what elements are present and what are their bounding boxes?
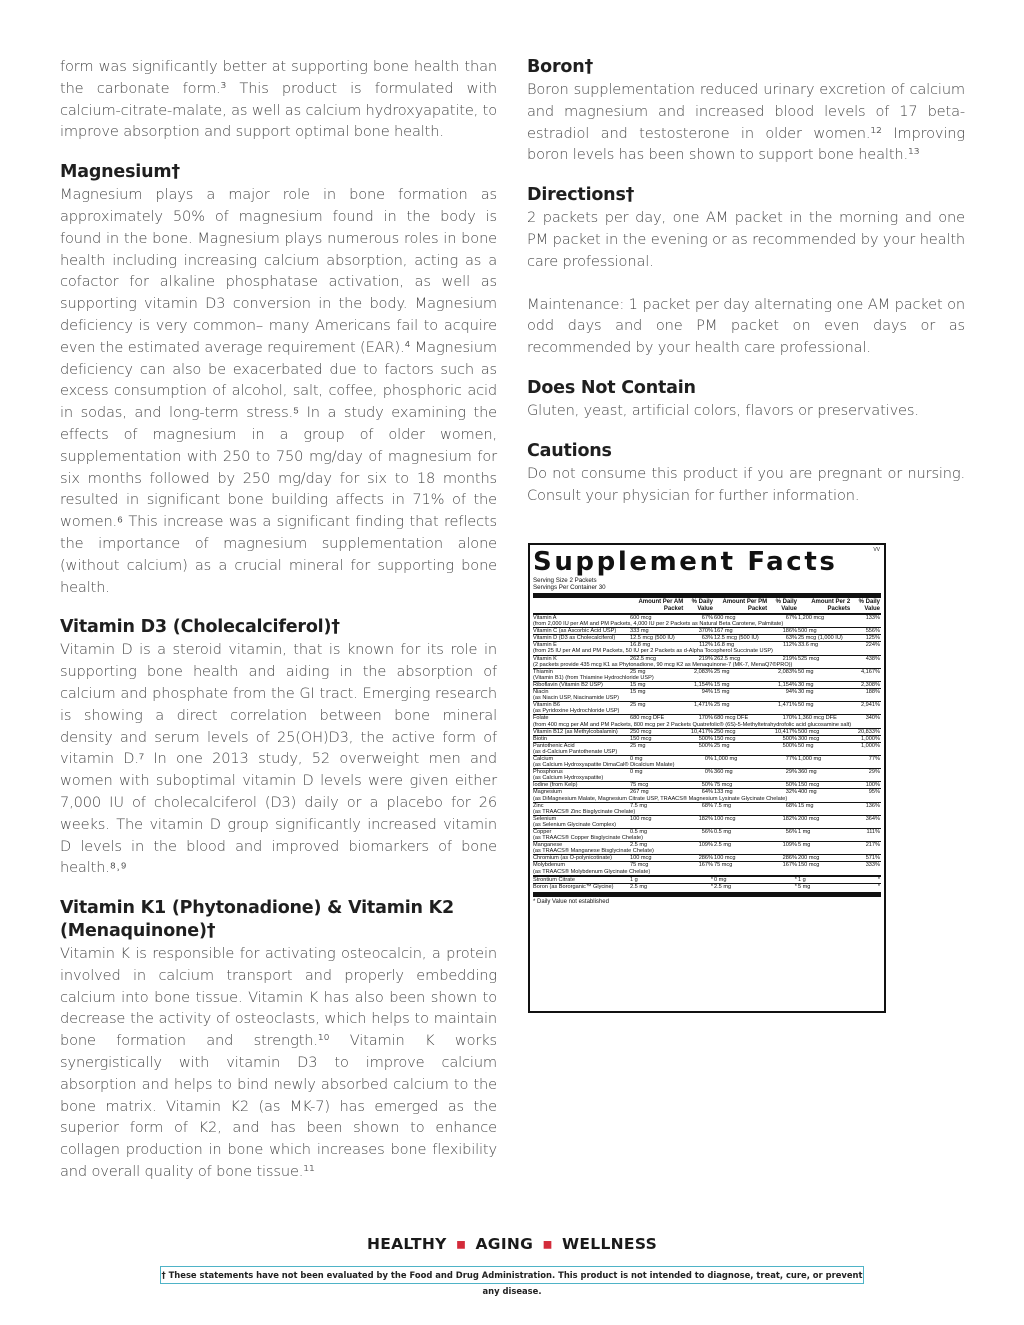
am-daily-value: 94%: [684, 689, 714, 696]
facts-row: [533, 735, 881, 742]
vitamin-k-paragraph: Vitamin K is responsible for activating osteocalcin, a protein involved in calcium transport and properly embedding calcium into bone tissue. Vitamin K has also been shown to decrease the activity of osteoclasts, which helps to maintain bone formation and strength.¹⁰ Vitamin K works synergistically with vitamin D3 to improve calcium absorption and helps to bind newly absorbed calcium to the bone matrix. Vitamin K2 (as MK-7) has emerged as the superior form of K2, and has been shown to enhance collagen production in bone which increases bone flexibility and overall quality of bone tissue.¹¹: [60, 945, 497, 1181]
does-not-contain-heading: Does Not Contain: [527, 377, 696, 398]
pm-daily-value: 1,154%: [768, 681, 798, 688]
facts-row: [533, 668, 881, 675]
facts-row-source: [533, 621, 881, 628]
am-daily-value: 112%: [684, 642, 714, 649]
pm-amount: 75 mcg: [714, 862, 768, 869]
col-header: [533, 599, 630, 614]
nutrient-name: Calcium: [533, 755, 630, 762]
cautions-heading: Cautions: [527, 440, 612, 461]
total-amount: 5 mg: [798, 883, 851, 890]
pm-daily-value: 67%: [768, 614, 798, 621]
facts-row: [533, 728, 881, 735]
pm-amount: 600 mcg: [714, 614, 768, 621]
facts-row-source: [533, 835, 881, 842]
am-daily-value: 109%: [684, 842, 714, 849]
nutrient-name: Vitamin D (D3 as Cholecalciferol): [533, 635, 630, 642]
am-daily-value: 167%: [684, 862, 714, 869]
facts-row: [533, 655, 881, 662]
am-daily-value: 64%: [684, 789, 714, 796]
fda-disclaimer: † These statements have not been evaluated by the Food and Drug Administration. This product is not intended to diagnose, treat, cure, or prevent any disease.: [160, 1266, 864, 1284]
am-daily-value: 286%: [684, 855, 714, 862]
nutrient-name: Magnesium: [533, 789, 630, 796]
am-amount: 262.5 mcg: [630, 655, 684, 662]
nutrient-name: Vitamin A: [533, 614, 630, 621]
am-amount: 600 mcg: [630, 614, 684, 621]
nutrient-source: (as Calcium Hydroxyapatite): [533, 775, 604, 782]
facts-row: [533, 802, 881, 809]
vitamin-d3-paragraph: Vitamin D is a steroid vitamin, that is known for its role in supporting bone health and aiding in the absorption of calcium and phosphate from the GI tract. Emerging research is showing a direct correlation between bone mineral density and serum levels of 25(OH)D3, the active form of vitamin D.⁷ In one 2013 study, 52 overweight men and women with suboptimal vitamin D levels were given either 7,000 IU of cholecalciferol (D3) daily or a placebo for 26 weeks. The vitamin D group significantly increased vitamin D levels in the blood and improved biomarkers of bone health.⁸˒⁹: [60, 641, 497, 877]
facts-row: [533, 702, 881, 709]
pm-daily-value: 10,417%: [768, 728, 798, 735]
total-amount: 30 mg: [798, 689, 851, 696]
am-daily-value: 182%: [684, 815, 714, 822]
nutrient-name: Vitamin E: [533, 642, 630, 649]
facts-row-source: [533, 695, 881, 702]
pm-daily-value: *: [768, 883, 798, 890]
am-amount: 75 mcg: [630, 862, 684, 869]
pm-daily-value: 286%: [768, 855, 798, 862]
total-daily-value: 136%: [851, 802, 881, 809]
total-daily-value: 571%: [851, 855, 881, 862]
facts-row-source: [533, 822, 881, 829]
total-daily-value: 224%: [851, 642, 881, 649]
total-amount: 33.6 mg: [798, 642, 851, 649]
facts-row-source: [533, 809, 881, 816]
am-daily-value: 500%: [684, 742, 714, 749]
facts-body-other: [533, 876, 881, 890]
total-daily-value: 77%: [851, 755, 881, 762]
am-daily-value: *: [684, 883, 714, 890]
total-amount: 1,200 mcg: [798, 614, 851, 621]
tagline-word: HEALTHY: [366, 1235, 447, 1253]
total-amount: 50 mg: [798, 742, 851, 749]
am-daily-value: 50%: [684, 782, 714, 789]
nutrient-name: Iodine (from Kelp): [533, 782, 630, 789]
facts-row-source: [533, 848, 881, 855]
total-amount: 150 mcg: [798, 862, 851, 869]
facts-row: [533, 862, 881, 869]
pm-amount: 15 mg: [714, 689, 768, 696]
pm-amount: 100 mcg: [714, 815, 768, 822]
col-header: Amount Per AM Packet: [638, 599, 684, 612]
pm-amount: 75 mcg: [714, 782, 768, 789]
am-amount: 25 mg: [630, 668, 684, 675]
am-daily-value: 56%: [684, 829, 714, 836]
pm-amount: 100 mcg: [714, 855, 768, 862]
supplement-facts-table: [533, 599, 881, 890]
pm-daily-value: 2,083%: [768, 668, 798, 675]
nutrient-source: (as Pyridoxine Hydrochloride USP): [533, 708, 620, 715]
nutrient-source: (from 400 mcg per AM and PM Packets, 800 mcg per 2 Packets Quatrefolic® (6S)-5-Methyltetrahydrofolic acid glucosamine salt): [533, 721, 852, 728]
vitamin-k-heading: Vitamin K1 (Phytonadione) & Vitamin K2 (Menaquinone)†: [60, 898, 455, 942]
total-amount: 500 mg: [798, 628, 851, 635]
facts-row-source: [533, 762, 881, 769]
am-amount: 25 mg: [630, 742, 684, 749]
supplement-facts-title: Supplement Facts: [533, 547, 838, 577]
facts-row: [533, 782, 881, 789]
pm-amount: 133 mg: [714, 789, 768, 796]
am-daily-value: 0%: [684, 769, 714, 776]
total-daily-value: 133%: [851, 614, 881, 621]
nutrient-name: Manganese: [533, 842, 630, 849]
thick-divider-bottom: [533, 892, 881, 897]
facts-row: [533, 815, 881, 822]
pm-amount: 25 mg: [714, 742, 768, 749]
pm-amount: 12.5 mcg (500 IU): [714, 635, 768, 642]
nutrient-source: (as Niacin USP, Niacinamide USP): [533, 695, 620, 702]
tagline-separator: ▪: [455, 1235, 467, 1253]
nutrient-source: (2 packets provide 435 mcg K1 as Phytonadione, 90 mcg K2 as Menaquinone-7 (MK-7, MenaQ7®PRO)): [533, 661, 793, 668]
tagline-word: WELLNESS: [562, 1235, 658, 1253]
nutrient-name: Strontium Citrate: [533, 876, 630, 884]
total-daily-value: *: [851, 883, 881, 890]
pm-daily-value: 68%: [768, 802, 798, 809]
maintenance-paragraph: Maintenance: 1 packet per day alternating one AM packet on odd days and one PM packet on even days or as recommended by your health care professional.: [527, 295, 965, 357]
total-daily-value: 95%: [851, 789, 881, 796]
facts-row: [533, 883, 881, 890]
total-daily-value: 1,000%: [851, 735, 881, 742]
serving-size: Serving Size 2 Packets: [533, 577, 597, 584]
facts-body: [533, 614, 881, 876]
total-amount: 1 g: [798, 876, 851, 884]
total-daily-value: 4,167%: [851, 668, 881, 675]
am-daily-value: 370%: [684, 628, 714, 635]
total-daily-value: 438%: [851, 655, 881, 662]
pm-daily-value: 167%: [768, 862, 798, 869]
am-amount: 267 mg: [630, 789, 684, 796]
nutrient-name: Folate: [533, 715, 630, 722]
total-daily-value: 333%: [851, 862, 881, 869]
pm-daily-value: 29%: [768, 769, 798, 776]
total-daily-value: 20,833%: [851, 728, 881, 735]
facts-row-source: [533, 749, 881, 756]
nutrient-name: Vitamin C (as Ascorbic Acid USP): [533, 628, 630, 635]
am-amount: 250 mcg: [630, 728, 684, 735]
am-amount: 1 g: [630, 876, 684, 884]
facts-row: [533, 855, 881, 862]
am-amount: 2.5 mg: [630, 883, 684, 890]
total-amount: 50 mg: [798, 702, 851, 709]
nutrient-name: Riboflavin (Vitamin B2 USP): [533, 681, 630, 688]
pm-daily-value: 63%: [768, 635, 798, 642]
col-header: Amount Per PM Packet: [722, 599, 768, 612]
facts-row: [533, 642, 881, 649]
total-amount: 5 mg: [798, 842, 851, 849]
am-daily-value: 500%: [684, 735, 714, 742]
pm-amount: 250 mcg: [714, 728, 768, 735]
pm-daily-value: *: [768, 876, 798, 884]
directions-heading: Directions†: [527, 185, 635, 206]
total-daily-value: 217%: [851, 842, 881, 849]
magnesium-heading: Magnesium†: [60, 162, 180, 183]
pm-daily-value: 32%: [768, 789, 798, 796]
am-daily-value: 170%: [684, 715, 714, 722]
boron-paragraph: Boron supplementation reduced urinary excretion of calcium and magnesium and increased blood levels of 17 beta-estradiol and testosterone in older women.¹² Improving boron levels has been shown to support bone health.¹³: [527, 81, 965, 164]
total-daily-value: 188%: [851, 689, 881, 696]
pm-daily-value: 50%: [768, 782, 798, 789]
nutrient-source: (Vitamin B1) (from Thiamine Hydrochloride USP): [533, 674, 654, 681]
cautions-paragraph: Do not consume this product if you are pregnant or nursing. Consult your physician for further information.: [527, 464, 965, 504]
facts-row-source: [533, 775, 881, 782]
am-daily-value: 2,083%: [684, 668, 714, 675]
nutrient-source: (from 25 IU per AM and PM Packets, 50 IU per 2 Packets as d-Alpha Tocopherol Succinate USP): [533, 648, 773, 655]
total-amount: 1 mg: [798, 829, 851, 836]
total-amount: 200 mcg: [798, 855, 851, 862]
am-amount: 75 mcg: [630, 782, 684, 789]
nutrient-source: (from 2,000 IU per AM and PM Packets, 4,000 IU per 2 Packets as Natural Beta Carotene, Palmitate): [533, 621, 784, 628]
pm-amount: 25 mg: [714, 702, 768, 709]
nutrient-source: (as TRAACS® Zinc Bisglycinate Chelate): [533, 808, 636, 815]
col-header: Amount Per 2 Packets: [811, 599, 851, 612]
total-amount: 400 mg: [798, 789, 851, 796]
right-column: [527, 56, 965, 506]
pm-amount: 7.5 mg: [714, 802, 768, 809]
total-daily-value: 2,308%: [851, 681, 881, 688]
pm-daily-value: 1,471%: [768, 702, 798, 709]
directions-paragraph: 2 packets per day, one AM packet in the morning and one PM packet in the evening or as recommended by your health care professional.: [527, 209, 965, 270]
facts-row: [533, 769, 881, 776]
pm-amount: 15 mg: [714, 681, 768, 688]
total-amount: 525 mcg: [798, 655, 851, 662]
tagline-separator: ▪: [542, 1235, 554, 1253]
facts-row-source: [533, 662, 881, 669]
am-amount: 0 mg: [630, 769, 684, 776]
daily-value-footnote: * Daily Value not established: [533, 898, 609, 905]
pm-daily-value: 77%: [768, 755, 798, 762]
total-daily-value: 29%: [851, 769, 881, 776]
nutrient-name: Vitamin B12 (as Methylcobalamin): [533, 728, 630, 735]
am-daily-value: 219%: [684, 655, 714, 662]
am-daily-value: 63%: [684, 635, 714, 642]
am-daily-value: 68%: [684, 802, 714, 809]
nutrient-name: Zinc: [533, 802, 630, 809]
am-amount: 16.8 mg: [630, 642, 684, 649]
total-daily-value: 1,000%: [851, 742, 881, 749]
am-amount: 150 mcg: [630, 735, 684, 742]
am-daily-value: 1,471%: [684, 702, 714, 709]
facts-row: [533, 689, 881, 696]
facts-row-source: [533, 648, 881, 655]
facts-row-source: [533, 708, 881, 715]
facts-row: [533, 628, 881, 635]
am-amount: 15 mg: [630, 689, 684, 696]
intro-paragraph: form was significantly better at supporting bone health than the carbonate form.³ This product is formulated with calcium-citrate-malate, as well as calcium hydroxyapatite, to improve absorption and support optimal bone health.: [60, 58, 497, 141]
nutrient-source: (as Calcium Hydroxyapatite DimaCal® Dicalcium Malate): [533, 762, 675, 769]
facts-row: [533, 876, 881, 884]
pm-daily-value: 56%: [768, 829, 798, 836]
am-daily-value: 0%: [684, 755, 714, 762]
nutrient-source: (as TRAACS® Manganese Bisglycinate Chelate): [533, 848, 654, 855]
servings-per-container: Servings Per Container 30: [533, 584, 606, 591]
total-daily-value: 556%: [851, 628, 881, 635]
pm-amount: 0 mg: [714, 876, 768, 884]
nutrient-name: Chromium (as O-polynicotinate): [533, 855, 630, 862]
am-daily-value: 10,417%: [684, 728, 714, 735]
magnesium-paragraph: Magnesium plays a major role in bone formation as approximately 50% of magnesium found in the body is found in the bone. Magnesium plays numerous roles in bone health including increasing calcium absorption, acting as a cofactor for alkaline phosphatase activation, as well as supporting vitamin D3 conversion in the body. Magnesium deficiency is very common– many Americans fail to acquire even the estimated average requirement (EAR).⁴ Magnesium deficiency can also be exacerbated due to factors such as excess consumption of alcohol, salt, coffee, phosphoric acid in sodas, and long-term stress.⁵ In a study examining the effects of magnesium in a group of older women, supplementation with 250 to 750 mg/day of magnesium for six months followed by 250 mg/day for six to 18 months resulted in significant bone building affects in 71% of the women.⁶ This increase was a significant finding that reflects the importance of magnesium supplementation alone (without calcium) as a crucial mineral for supporting bone health.: [60, 186, 497, 596]
nutrient-source: (as DiMagnesium Malate, Magnesium Citrate USP, TRAACS® Magnesium Lysinate Glycinate Chelate): [533, 795, 788, 802]
col-header: % Daily Value: [775, 599, 797, 612]
col-header: % Daily Value: [691, 599, 713, 612]
am-amount: 7.5 mg: [630, 802, 684, 809]
brand-mark: VV: [873, 547, 880, 553]
pm-amount: 360 mg: [714, 769, 768, 776]
nutrient-name: Biotin: [533, 735, 630, 742]
pm-amount: 1,000 mg: [714, 755, 768, 762]
thick-divider: [533, 593, 881, 598]
am-amount: 680 mcg DFE: [630, 715, 684, 722]
nutrient-name: Pantothenic Acid: [533, 742, 630, 749]
nutrient-name: Molybdenum: [533, 862, 630, 869]
total-amount: 150 mcg: [798, 782, 851, 789]
facts-row: [533, 742, 881, 749]
nutrient-source: (as d-Calcium Pantothenate USP): [533, 748, 618, 755]
total-amount: 1,000 mg: [798, 755, 851, 762]
pm-amount: 680 mcg DFE: [714, 715, 768, 722]
facts-row: [533, 635, 881, 642]
facts-row: [533, 681, 881, 688]
total-daily-value: *: [851, 876, 881, 884]
total-daily-value: 125%: [851, 635, 881, 642]
facts-row-source: [533, 796, 881, 803]
am-amount: 0.5 mg: [630, 829, 684, 836]
nutrient-name: Thiamin: [533, 668, 630, 675]
total-daily-value: 364%: [851, 815, 881, 822]
supplement-facts-panel: [528, 543, 886, 1013]
vitamin-d3-heading: Vitamin D3 (Cholecalciferol)†: [60, 617, 340, 638]
total-amount: 50 mg: [798, 668, 851, 675]
am-amount: 100 mcg: [630, 855, 684, 862]
total-amount: 360 mg: [798, 769, 851, 776]
nutrient-name: Boron (as Bororganic™ Glycine): [533, 883, 630, 890]
am-amount: 333 mg: [630, 628, 684, 635]
nutrient-name: Vitamin K: [533, 655, 630, 662]
facts-header-row: [533, 599, 881, 614]
tagline: [0, 1235, 1024, 1253]
does-not-contain-paragraph: Gluten, yeast, artificial colors, flavors or preservatives.: [527, 401, 919, 419]
left-column: [60, 56, 497, 1183]
am-amount: 25 mg: [630, 702, 684, 709]
am-amount: 100 mcg: [630, 815, 684, 822]
pm-amount: 2.5 mg: [714, 883, 768, 890]
pm-daily-value: 109%: [768, 842, 798, 849]
pm-daily-value: 170%: [768, 715, 798, 722]
col-header: % Daily Value: [858, 599, 880, 612]
facts-row: [533, 715, 881, 722]
pm-daily-value: 500%: [768, 742, 798, 749]
nutrient-source: (as TRAACS® Molybdenum Glycinate Chelate): [533, 868, 651, 875]
total-amount: 300 mcg: [798, 735, 851, 742]
total-amount: 25 mcg (1,000 IU): [798, 635, 851, 642]
total-daily-value: 111%: [851, 829, 881, 836]
facts-row-source: [533, 869, 881, 876]
am-daily-value: 1,154%: [684, 681, 714, 688]
nutrient-source: (as TRAACS® Copper Bisglycinate Chelate): [533, 835, 644, 842]
pm-daily-value: 500%: [768, 735, 798, 742]
pm-amount: 167 mg: [714, 628, 768, 635]
am-amount: 12.5 mcg (500 IU): [630, 635, 684, 642]
nutrient-name: Vitamin B6: [533, 702, 630, 709]
total-amount: 500 mcg: [798, 728, 851, 735]
facts-row: [533, 789, 881, 796]
am-daily-value: *: [684, 876, 714, 884]
pm-amount: 262.5 mcg: [714, 655, 768, 662]
pm-amount: 0.5 mg: [714, 829, 768, 836]
am-amount: 2.5 mg: [630, 842, 684, 849]
total-daily-value: 340%: [851, 715, 881, 722]
total-daily-value: 100%: [851, 782, 881, 789]
total-daily-value: 2,941%: [851, 702, 881, 709]
nutrient-name: Phosphorus: [533, 769, 630, 776]
pm-amount: 25 mg: [714, 668, 768, 675]
pm-daily-value: 112%: [768, 642, 798, 649]
tagline-word: AGING: [475, 1235, 534, 1253]
total-amount: 1,360 mcg DFE: [798, 715, 851, 722]
total-amount: 200 mcg: [798, 815, 851, 822]
am-daily-value: 67%: [684, 614, 714, 621]
facts-row-source: [533, 675, 881, 682]
pm-daily-value: 186%: [768, 628, 798, 635]
pm-amount: 16.8 mg: [714, 642, 768, 649]
pm-amount: 150 mcg: [714, 735, 768, 742]
nutrient-source: (as Selenium Glycinate Complex): [533, 821, 617, 828]
pm-daily-value: 182%: [768, 815, 798, 822]
facts-row-source: [533, 722, 881, 729]
am-amount: 0 mg: [630, 755, 684, 762]
nutrient-name: Niacin: [533, 689, 630, 696]
am-amount: 15 mg: [630, 681, 684, 688]
pm-daily-value: 94%: [768, 689, 798, 696]
total-amount: 15 mg: [798, 802, 851, 809]
boron-heading: Boron†: [527, 57, 594, 77]
total-amount: 30 mg: [798, 681, 851, 688]
pm-amount: 2.5 mg: [714, 842, 768, 849]
facts-row: [533, 614, 881, 621]
nutrient-name: Copper: [533, 829, 630, 836]
nutrient-name: Selenium: [533, 815, 630, 822]
pm-daily-value: 219%: [768, 655, 798, 662]
